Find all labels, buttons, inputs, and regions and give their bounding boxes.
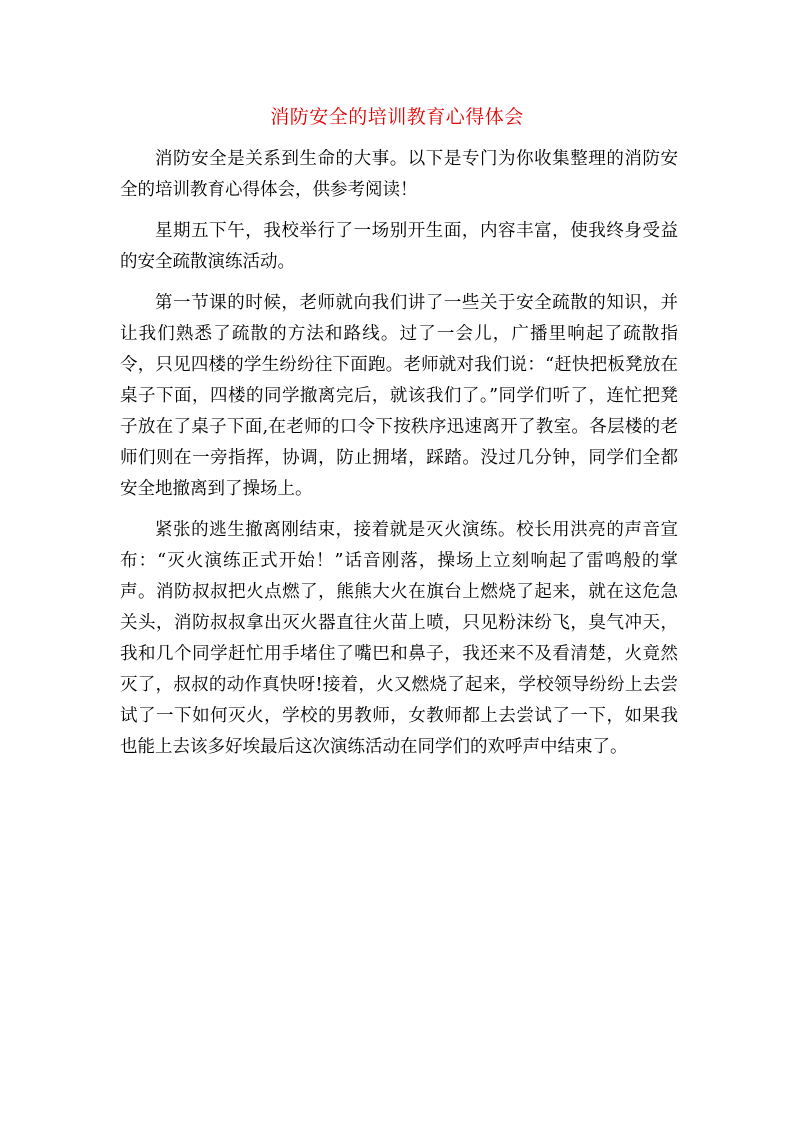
paragraph-evacuation: 第一节课的时候，老师就向我们讲了一些关于安全疏散的知识，并让我们熟悉了疏散的方法和路线。过了一会儿，广播里响起了疏散指令，只见四楼的学生纷纷往下面跑。老师就对我们说：“赶快把板凳放在桌子下面，四楼的同学撤离完后，就该我们了。”同学们听了，连忙把凳子放在了桌子下面,在老师的口令下按秩序迅速离开了教室。各层楼的老师们则在一旁指挥，协调，防止拥堵，踩踏。没过几分钟，同学们全都安全地撤离到了操场上。: [120, 293, 678, 499]
paragraph-fire-drill: 紧张的逃生撤离刚结束，接着就是灭火演练。校长用洪亮的声音宣布：“灭火演练正式开始！”话音刚落，操场上立刻响起了雷鸣般的掌声。消防叔叔把火点燃了，熊熊大火在旗台上燃烧了起来，就在这危急关头，消防叔叔拿出灭火器直往火苗上喷，只见粉沫纷飞，臭气冲天，我和几个同学赶忙用手堵住了嘴巴和鼻子，我还来不及看清楚，火竟然灭了，叔叔的动作真快呀!接着，火又燃烧了起来，学校领导纷纷上去尝试了一下如何灭火，学校的男教师，女教师都上去尝试了一下，如果我也能上去该多好埃最后这次演练活动在同学们的欢呼声中结束了。: [120, 520, 678, 757]
paragraph-friday-drill: 星期五下午，我校举行了一场别开生面，内容丰富，使我终身受益的安全疏散演练活动。: [120, 221, 678, 272]
document-title: 消防安全的培训教育心得体会: [270, 106, 524, 128]
document-body: [120, 144, 678, 773]
paragraph-intro: 消防安全是关系到生命的大事。以下是专门为你收集整理的消防安全的培训教育心得体会，供参考阅读！: [120, 149, 678, 200]
